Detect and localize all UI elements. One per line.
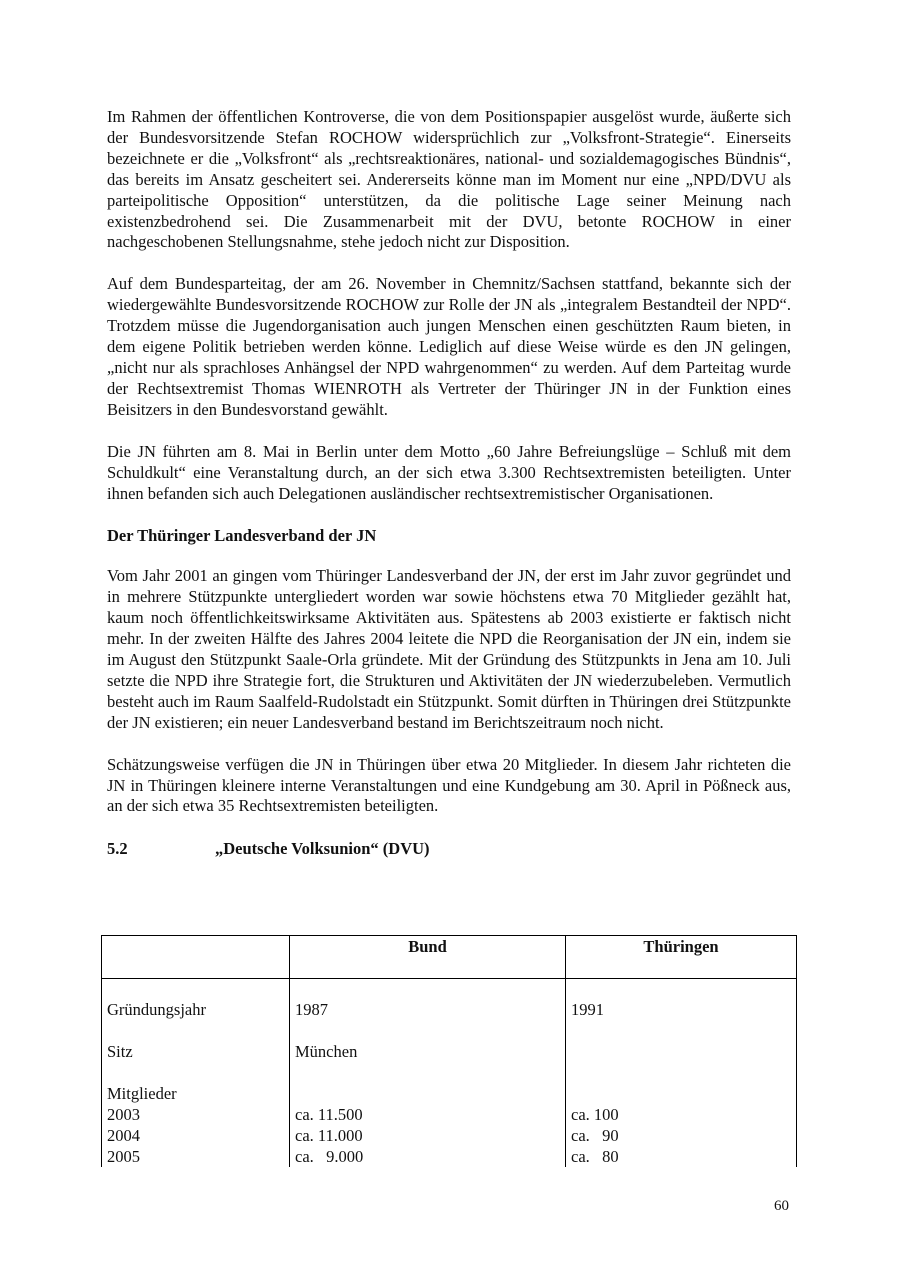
label-gruendungsjahr: Gründungsjahr (107, 1000, 206, 1019)
bund-members-2004: ca. 11.000 (295, 1125, 363, 1145)
bund-members-2005: ca. 9.000 (295, 1146, 364, 1166)
page-number: 60 (774, 1198, 789, 1214)
thueringen-members-2005: ca. 80 (571, 1146, 619, 1166)
paragraph-bundesparteitag: Auf dem Bundesparteitag, der am 26. November in Chemnitz/Sachsen stattfand, bekannte sich der wiedergewählte Bundesvorsitzende ROCHOW zur Rolle der JN als „integralem Bestandteil der NPD“. Trotzdem müsse die Jugendorganisation auch jungen Menschen einen geschützten Raum bieten, in dem eigene Politik betrieben werden könne. Lediglich auf diese Weise würde es den JN gelingen, „nicht nur als sprachloses Anhängsel der NPD wahrgenommen“ zu werden. Auf dem Parteitag wurde der Rechtsextremist Thomas WIENROTH als Vertreter der Thüringer JN in der Funktion eines Beisitzers in den Bundesvorstand gewählt. (107, 274, 791, 419)
table-header-row (102, 936, 797, 979)
paragraph-mitglieder-estimate: Schätzungsweise verfügen die JN in Thüringen über etwa 20 Mitglieder. In diesem Jahr richteten die JN in Thüringen kleinere interne Veranstaltungen und eine Kundgebung am 30. April in Pößneck aus, an der sich etwa 35 Rechtsextremisten beteiligten. (107, 754, 791, 816)
label-year-2004: 2004 (107, 1125, 140, 1145)
table-header-bund: Bund (290, 936, 566, 979)
table-header-empty (102, 936, 290, 979)
section-number: 5.2 (107, 839, 128, 859)
label-mitglieder: Mitglieder (107, 1083, 177, 1103)
document-body (107, 107, 791, 870)
label-sitz: Sitz (107, 1041, 133, 1061)
label-year-2003: 2003 (107, 1104, 140, 1124)
bund-members-2003: ca. 11.500 (295, 1104, 363, 1124)
section-heading-dvu (107, 838, 791, 859)
thueringen-members-2004: ca. 90 (571, 1125, 619, 1145)
subheading-landesverband: Der Thüringer Landesverband der JN (107, 526, 377, 546)
table-column-bund (290, 979, 566, 1168)
dvu-facts-table (101, 935, 797, 1167)
label-year-2005: 2005 (107, 1146, 140, 1166)
thueringen-gruendungsjahr: 1991 (571, 1000, 604, 1019)
bund-gruendungsjahr: 1987 (295, 1000, 328, 1019)
table-header-thueringen: Thüringen (566, 936, 797, 979)
table-column-thueringen (566, 979, 797, 1168)
table-row-labels (102, 979, 290, 1168)
paragraph-veranstaltung-berlin: Die JN führten am 8. Mai in Berlin unter dem Motto „60 Jahre Befreiungslüge – Schluß mit dem Schuldkult“ eine Veranstaltung durch, an der sich etwa 3.300 Rechtsextremisten beteiligten. Unter ihnen befanden sich auch Delegationen ausländischer rechtsextremistischer Organisationen. (107, 441, 791, 503)
thueringen-members-2003: ca. 100 (571, 1104, 619, 1124)
paragraph-rochow-volksfront: Im Rahmen der öffentlichen Kontroverse, die von dem Positionspapier ausgelöst wurde, äußerte sich der Bundesvorsitzende Stefan ROCHOW widersprüchlich zur „Volksfront-Strategie“. Einerseits bezeichnete er die „Volksfront“ als „rechtsreaktionäres, national- und sozialdemagogisches Bündnis“, das bereits im Ansatz gescheitert sei. Andererseits könne man im Moment nur eine „NPD/DVU als parteipolitische Opposition“ unterstützen, da die politische Lage seiner Meinung nach existenzbedrohend sei. Die Zusammenarbeit mit der DVU, betonte ROCHOW in einer nachgeschobenen Stellungsnahme, stehe jedoch nicht zur Disposition. (107, 107, 791, 252)
table-body-row (102, 979, 797, 1168)
paragraph-landesverband-history: Vom Jahr 2001 an gingen vom Thüringer Landesverband der JN, der erst im Jahr zuvor gegründet und in mehrere Stützpunkte untergliedert worden war sowie höchstens etwa 70 Mitglieder gezählt hat, kaum noch öffentlichkeitswirksame Aktivitäten aus. Spätestens ab 2003 existierte er faktisch nicht mehr. In der zweiten Hälfte des Jahres 2004 leitete die NPD die Reorganisation der JN ein, indem sie im August den Stützpunkt Saale-Orla gründete. Mit der Gründung des Stützpunkts in Jena am 10. Juli setzte die NPD ihre Strategie fort, die Strukturen und Aktivitäten der JN wiederzubeleben. Vermutlich besteht auch im Raum Saalfeld-Rudolstadt ein Stützpunkt. Somit dürften in Thüringen drei Stützpunkte der JN existieren; ein neuer Landesverband bestand im Berichtszeitraum noch nicht. (107, 566, 791, 732)
bund-sitz: München (295, 1041, 358, 1061)
section-title: „Deutsche Volksunion“ (DVU) (215, 839, 430, 859)
